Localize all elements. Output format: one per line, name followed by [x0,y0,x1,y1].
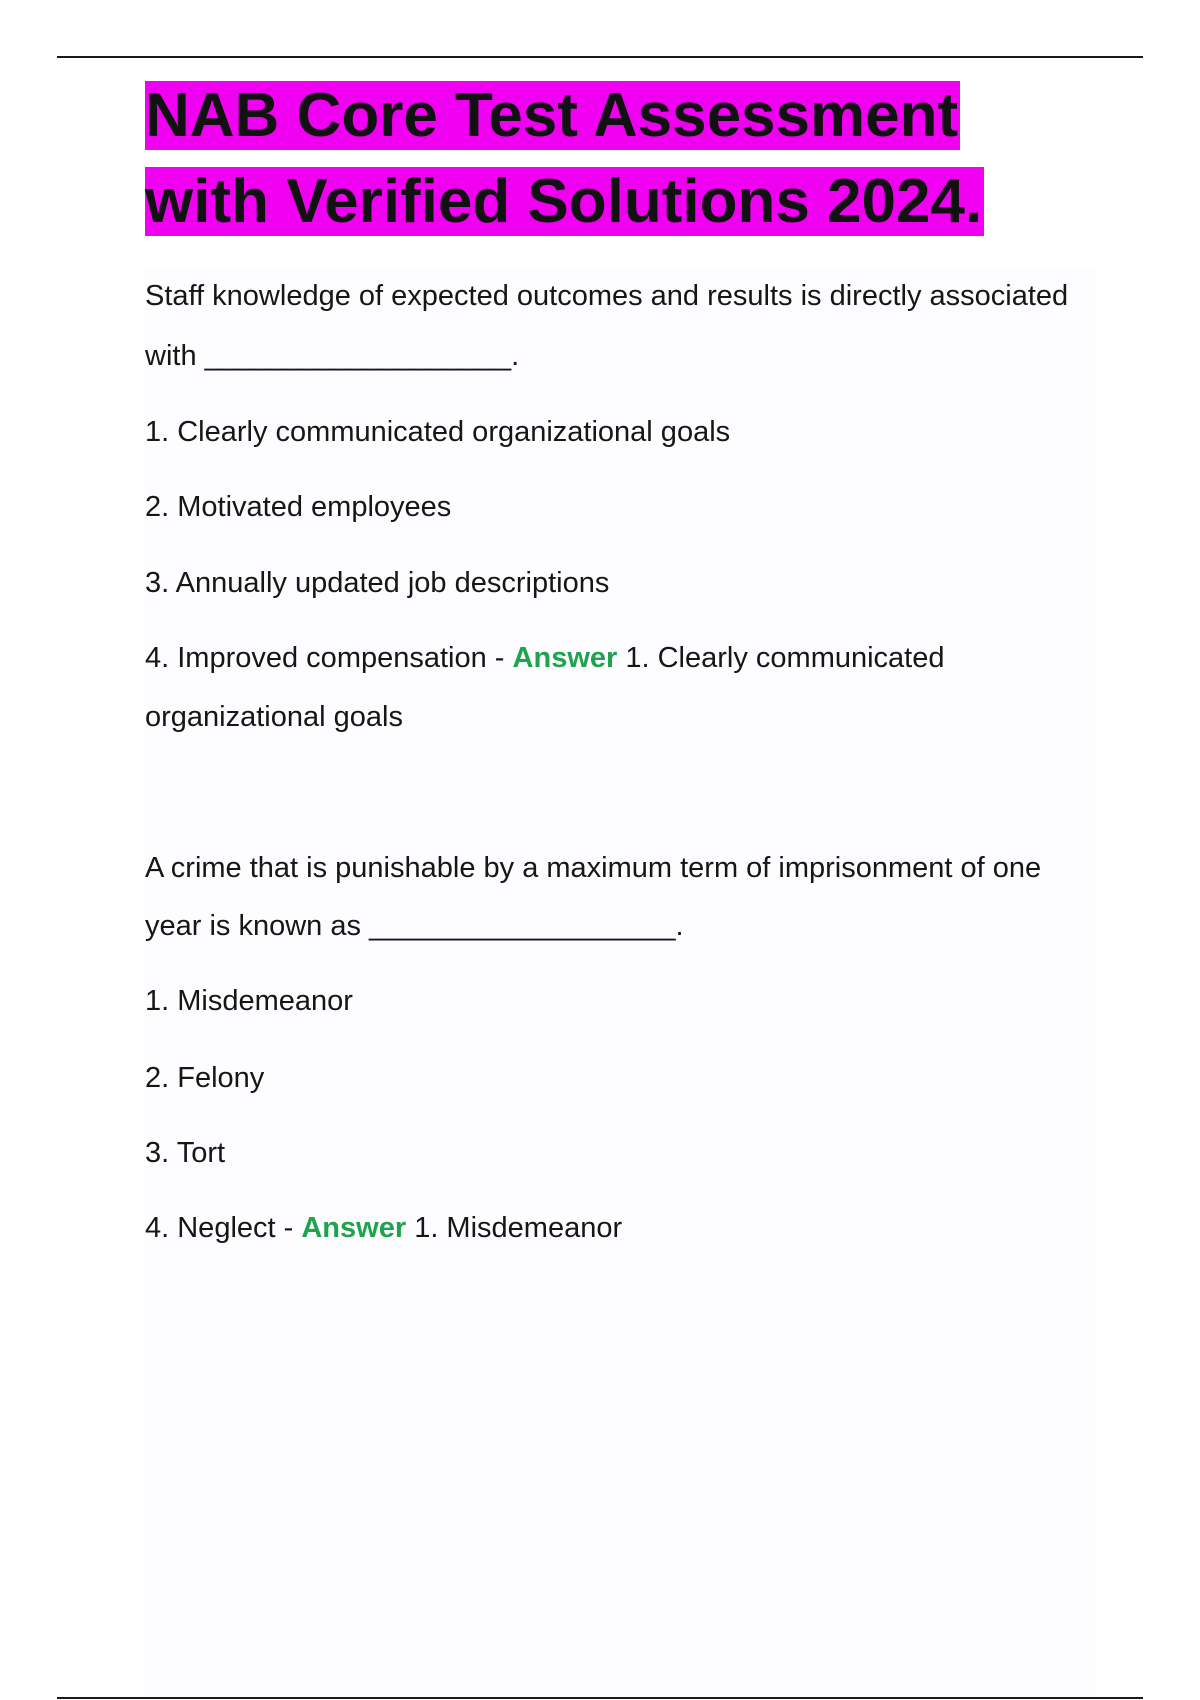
bottom-rule [57,1697,1143,1699]
top-rule [57,56,1143,58]
question-1-prompt-line1: Staff knowledge of expected outcomes and results is directly associated [145,280,1069,312]
title-highlight-line2: with Verified Solutions 2024. [145,167,983,236]
question-1-option-4-with-answer [145,638,1145,678]
answer-separator: - [275,1212,302,1244]
answer-label: Answer [301,1212,407,1244]
question-1-option-1: 1. Clearly communicated organizational goals [145,416,731,448]
answer-separator: - [486,642,513,674]
question-1-option-4: 4. Improved compensation [145,642,487,674]
question-2-option-1: 1. Misdemeanor [145,985,353,1017]
question-2-option-2: 2. Felony [145,1062,265,1094]
question-1-answer-line1: 1. Clearly communicated [625,642,945,674]
question-2-prompt-line1: A crime that is punishable by a maximum term of imprisonment of one [145,852,1042,884]
question-1-prompt-line2: with ___________________. [145,340,520,372]
question-1-option-2: 2. Motivated employees [145,491,452,523]
question-1-answer-line2: organizational goals [145,701,403,733]
page-title [145,73,1045,245]
question-2-option-4: 4. Neglect [145,1212,276,1244]
question-1-option-3: 3. Annually updated job descriptions [145,567,610,599]
answer-label: Answer [512,642,618,674]
question-2-option-3: 3. Tort [145,1137,226,1169]
question-2-prompt-line2: year is known as ___________________. [145,910,684,942]
question-2-answer-line1: 1. Misdemeanor [414,1212,623,1244]
title-highlight-line1: NAB Core Test Assessment [145,81,959,150]
question-2-option-4-with-answer [145,1208,1145,1248]
